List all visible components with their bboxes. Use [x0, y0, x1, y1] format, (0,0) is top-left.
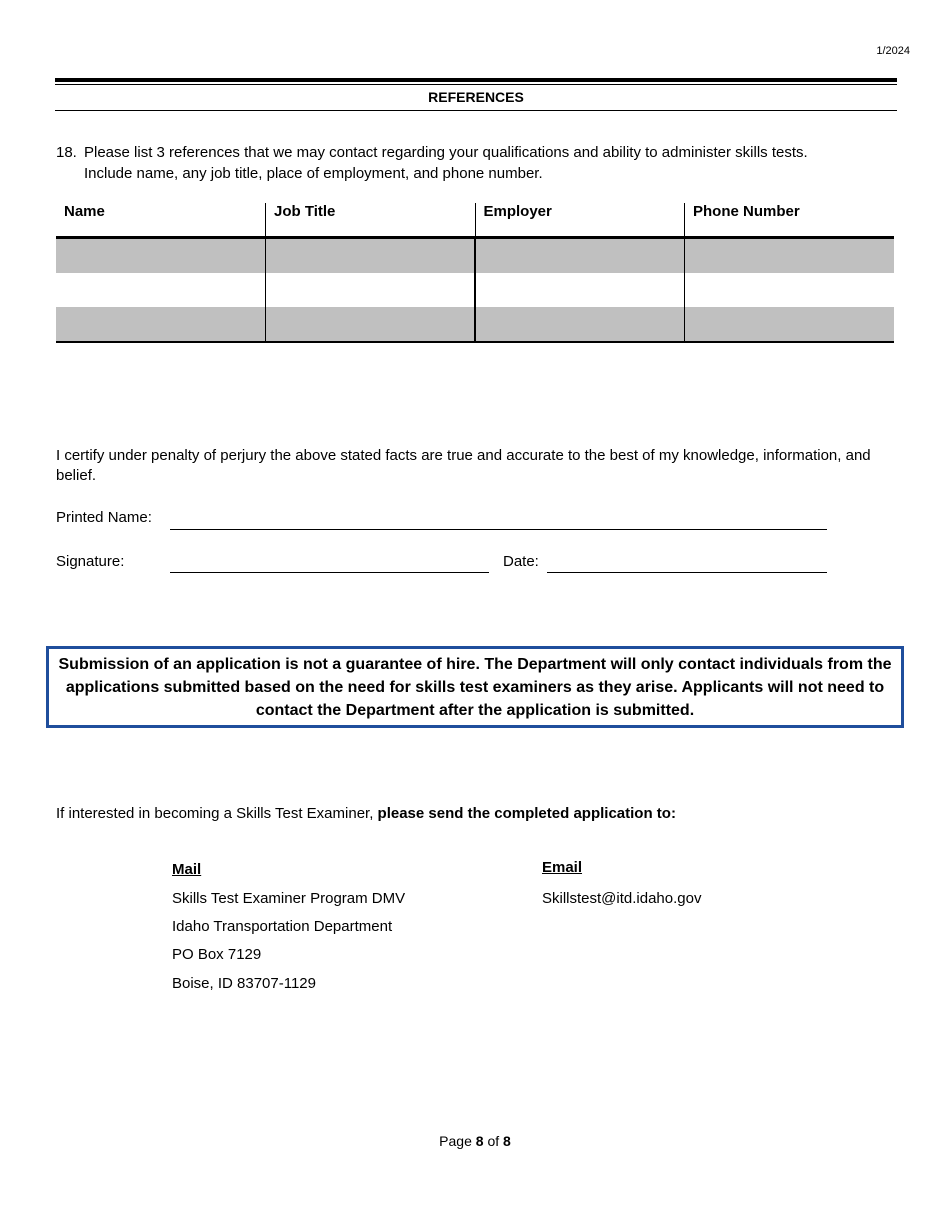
reference-2-phone-cell[interactable]	[685, 273, 895, 307]
question-18	[56, 142, 916, 184]
printed-name-label: Printed Name:	[56, 509, 152, 526]
section-title-underline	[55, 110, 897, 111]
reference-row-3	[56, 307, 894, 342]
email-heading: Email	[542, 859, 583, 876]
send-intro: If interested in becoming a Skills Test Examiner,	[56, 805, 374, 822]
printed-name-field[interactable]	[170, 529, 827, 530]
reference-3-employer-cell[interactable]	[475, 307, 685, 342]
mail-heading: Mail	[172, 861, 202, 878]
reference-3-phone-cell[interactable]	[685, 307, 895, 342]
column-header-name: Name	[56, 203, 266, 238]
send-instructions	[56, 805, 676, 822]
section-title: REFERENCES	[428, 89, 524, 105]
page-of-label: of	[487, 1133, 500, 1149]
column-header-phone-number: Phone Number	[685, 203, 895, 238]
signature-field[interactable]	[170, 572, 489, 573]
mail-line-2: Idaho Transportation Department	[172, 918, 393, 935]
page-total: 8	[503, 1133, 511, 1149]
notice-box	[46, 646, 904, 728]
page-footer	[0, 1133, 950, 1149]
table-header-row	[56, 203, 894, 238]
revision-date: 1/2024	[876, 45, 910, 57]
page-label: Page	[439, 1133, 472, 1149]
reference-3-name-cell[interactable]	[56, 307, 266, 342]
notice-text: Submission of an application is not a guarantee of hire. The Department will only contact individuals from the applications submitted based on the need for skills test examiners as they arise. Applicants will not need to contact the Department after the application is submitted.	[58, 656, 892, 719]
question-number: 18.	[56, 144, 77, 161]
references-table	[56, 203, 894, 343]
reference-row-2	[56, 273, 894, 307]
date-field[interactable]	[547, 572, 827, 573]
reference-1-employer-cell[interactable]	[475, 238, 685, 274]
reference-2-job-title-cell[interactable]	[266, 273, 476, 307]
header-rule-thin	[55, 84, 897, 85]
reference-1-name-cell[interactable]	[56, 238, 266, 274]
reference-1-phone-cell[interactable]	[685, 238, 895, 274]
mail-line-1: Skills Test Examiner Program DMV	[172, 890, 406, 907]
send-intro-bold: please send the completed application to:	[377, 805, 676, 822]
reference-row-1	[56, 238, 894, 274]
page-current: 8	[475, 1133, 484, 1149]
mail-line-4: Boise, ID 83707-1129	[172, 975, 316, 992]
signature-label: Signature:	[56, 553, 125, 570]
reference-2-name-cell[interactable]	[56, 273, 266, 307]
header-rule-thick	[55, 78, 897, 82]
question-line-1: Please list 3 references that we may contact regarding your qualifications and ability to administer skills tests.	[84, 144, 808, 161]
email-address[interactable]: Skillstest@itd.idaho.gov	[542, 890, 702, 907]
reference-3-job-title-cell[interactable]	[266, 307, 476, 342]
reference-1-job-title-cell[interactable]	[266, 238, 476, 274]
column-header-job-title: Job Title	[266, 203, 476, 238]
reference-2-employer-cell[interactable]	[475, 273, 685, 307]
column-header-employer: Employer	[475, 203, 685, 238]
question-line-2: Include name, any job title, place of employment, and phone number.	[84, 165, 543, 182]
mail-line-3: PO Box 7129	[172, 946, 262, 963]
certification-statement: I certify under penalty of perjury the above stated facts are true and accurate to the best of my knowledge, information, and belief.	[56, 447, 871, 484]
date-label: Date:	[503, 553, 539, 570]
